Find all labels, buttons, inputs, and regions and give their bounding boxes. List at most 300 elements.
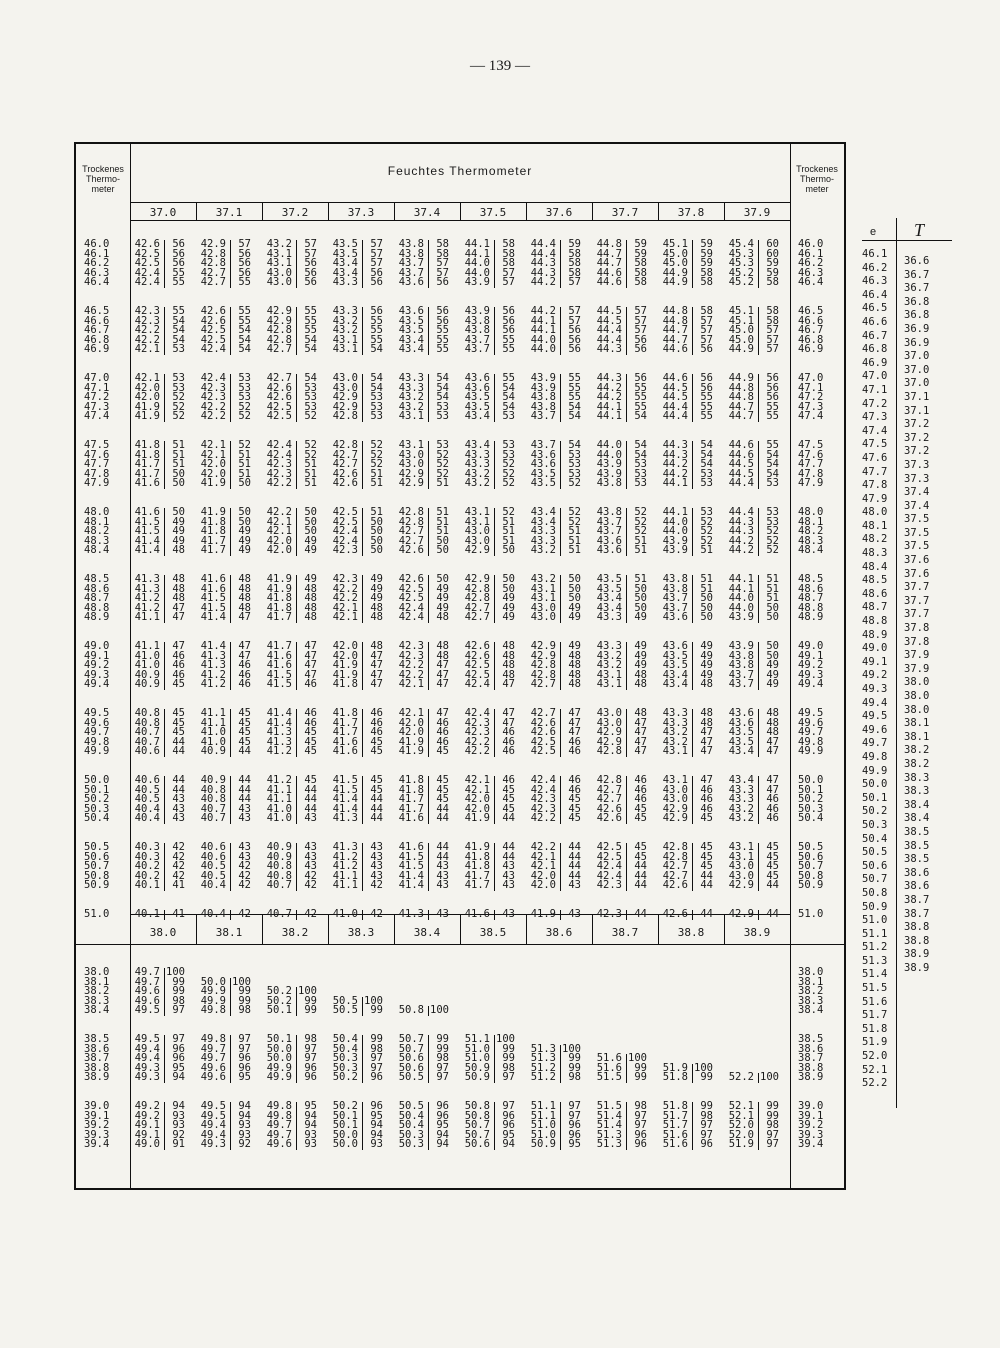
table-cell: 43.6 48 <box>728 716 779 729</box>
table-cell: 42.7 49 <box>464 601 515 614</box>
row-label-right: 47.0 47.1 47.2 47.3 47.4 <box>798 372 824 423</box>
table-cell: 44.9 57 <box>728 343 779 356</box>
side-table-head-T: T <box>914 220 925 240</box>
table-cell: 40.6 44 <box>134 745 185 758</box>
table-cell: 41.6 48 <box>200 573 251 585</box>
table-cell: 41.9 52 <box>134 400 185 413</box>
table-cell: 43.0 51 <box>464 534 515 547</box>
table-cell: 42.4 53 <box>200 372 251 384</box>
table-cell: 40.3 42 <box>134 850 185 863</box>
table-cell: 42.8 50 <box>464 582 515 595</box>
table-cell: 50.8 100 <box>398 1004 449 1017</box>
table-cell: 49.8 94 <box>266 1109 317 1122</box>
table-cell: 51.1 97 <box>530 1100 581 1112</box>
table-cell: 40.4 43 <box>134 802 185 815</box>
column-header: 37.1 <box>215 206 243 219</box>
table-cell: 42.9 57 <box>200 238 251 250</box>
table-cell: 49.8 95 <box>266 1100 317 1112</box>
side-table-head-e: e <box>870 226 877 238</box>
table-cell: 42.6 51 <box>332 467 383 480</box>
table-cell: 43.0 47 <box>596 716 647 729</box>
table-cell: 44.5 54 <box>728 458 779 471</box>
table-cell: 42.3 45 <box>530 793 581 806</box>
table-cell: 40.9 43 <box>266 841 317 853</box>
table-cell: 50.9 97 <box>464 1071 515 1084</box>
table-cell: 43.7 50 <box>662 601 713 614</box>
table-cell: 41.1 45 <box>200 716 251 729</box>
table-cell: 44.1 57 <box>530 314 581 327</box>
table-cell: 42.0 51 <box>200 458 251 471</box>
table-cell: 44.3 54 <box>662 448 713 461</box>
table-cell: 42.8 54 <box>266 333 317 346</box>
table-cell: 43.8 54 <box>530 400 581 413</box>
table-cell: 42.1 50 <box>266 525 317 538</box>
table-cell: 41.2 45 <box>266 745 317 758</box>
table-cell: 45.0 59 <box>662 257 713 270</box>
table-cell: 44.4 59 <box>530 238 581 250</box>
table-cell: 41.6 45 <box>332 745 383 758</box>
table-cell: 43.6 56 <box>398 276 449 289</box>
table-cell: 43.1 55 <box>332 333 383 346</box>
table-cell: 43.8 49 <box>728 659 779 672</box>
table-cell: 43.0 49 <box>530 601 581 614</box>
table-cell: 41.7 43 <box>464 879 515 892</box>
table-cell: 43.9 53 <box>596 458 647 471</box>
side-table-divider <box>896 218 897 1108</box>
table-cell: 42.0 48 <box>332 640 383 652</box>
table-cell: 43.1 50 <box>530 582 581 595</box>
table-cell: 44.0 51 <box>728 592 779 605</box>
table-cell: 49.7 100 <box>134 966 185 978</box>
table-cell: 43.1 52 <box>464 506 515 518</box>
table-cell: 42.1 50 <box>266 515 317 528</box>
row-label-right: 50.0 50.1 50.2 50.3 50.4 <box>798 774 824 825</box>
table-cell: 51.0 99 <box>464 1052 515 1065</box>
table-cell: 45.0 57 <box>728 333 779 346</box>
table-cell: 43.3 48 <box>662 716 713 729</box>
table-cell: 43.7 49 <box>728 678 779 691</box>
table-cell: 40.8 43 <box>266 860 317 873</box>
table-cell: 44.5 57 <box>596 305 647 317</box>
table-cell: 50.0 93 <box>332 1138 383 1151</box>
table-cell: 42.0 45 <box>464 793 515 806</box>
table-cell: 40.4 42 <box>200 879 251 892</box>
table-cell: 50.5 96 <box>398 1100 449 1112</box>
table-cell: 42.2 46 <box>464 735 515 748</box>
table-cell: 42.4 55 <box>134 266 185 279</box>
table-cell: 43.0 56 <box>266 266 317 279</box>
table-cell: 49.4 96 <box>134 1042 185 1055</box>
table-cell: 43.5 49 <box>662 649 713 662</box>
column-header: 37.5 <box>479 206 507 219</box>
table-cell: 43.1 45 <box>728 841 779 853</box>
table-cell: 51.0 96 <box>530 1128 581 1141</box>
table-cell: 43.2 57 <box>266 238 317 250</box>
table-cell: 42.3 46 <box>464 726 515 739</box>
table-cell: 43.2 49 <box>596 659 647 672</box>
row-label-right: 38.5 38.6 38.7 38.8 38.9 <box>798 1033 824 1084</box>
table-cell: 43.0 56 <box>266 276 317 289</box>
table-cell: 40.5 44 <box>134 783 185 796</box>
table-cell: 42.2 51 <box>266 477 317 490</box>
table-cell: 42.6 47 <box>530 716 581 729</box>
table-cell: 41.8 43 <box>464 860 515 873</box>
table-cell: 40.8 44 <box>200 783 251 796</box>
table-cell: 44.1 51 <box>728 573 779 585</box>
table-cell: 41.1 45 <box>200 707 251 719</box>
row-label-left: 38.0 38.1 38.2 38.3 38.4 <box>84 966 110 1017</box>
table-cell: 43.1 51 <box>464 515 515 528</box>
table-cell: 43.8 55 <box>530 391 581 404</box>
row-label-right: 50.5 50.6 50.7 50.8 50.9 <box>798 841 824 892</box>
table-cell: 42.9 48 <box>530 649 581 662</box>
table-cell: 43.5 47 <box>728 735 779 748</box>
table-cell: 43.3 51 <box>530 534 581 547</box>
row-label-right: 46.0 46.1 46.2 46.3 46.4 <box>798 238 824 289</box>
table-cell: 44.2 52 <box>728 534 779 547</box>
table-cell: 43.8 56 <box>464 314 515 327</box>
table-cell: 42.0 46 <box>398 726 449 739</box>
table-cell: 40.2 42 <box>134 869 185 882</box>
table-cell: 42.5 48 <box>464 668 515 681</box>
divider-right <box>790 144 791 1188</box>
table-cell: 49.4 93 <box>200 1119 251 1132</box>
table-cell: 43.5 49 <box>662 659 713 672</box>
table-cell: 42.8 45 <box>662 841 713 853</box>
table-cell: 42.5 46 <box>530 735 581 748</box>
table-cell: 50.4 98 <box>332 1042 383 1055</box>
table-cell: 43.9 55 <box>530 372 581 384</box>
table-cell: 51.8 99 <box>662 1071 713 1084</box>
table-cell: 42.7 54 <box>266 343 317 356</box>
table-cell: 43.7 55 <box>464 343 515 356</box>
table-cell: 41.2 46 <box>200 668 251 681</box>
table-cell: 42.3 54 <box>134 314 185 327</box>
table-cell: 40.8 42 <box>266 869 317 882</box>
table-cell: 42.4 52 <box>266 439 317 451</box>
table-cell: 42.9 51 <box>398 477 449 490</box>
table-cell: 43.1 57 <box>266 247 317 260</box>
table-cell: 44.6 54 <box>728 448 779 461</box>
table-cell: 42.7 50 <box>398 534 449 547</box>
table-cell: 41.7 49 <box>200 544 251 557</box>
table-cell: 40.5 43 <box>134 793 185 806</box>
table-cell: 42.3 53 <box>200 391 251 404</box>
table-cell: 49.9 96 <box>266 1071 317 1084</box>
table-cell: 43.0 52 <box>398 458 449 471</box>
table-cell: 44.4 53 <box>728 477 779 490</box>
table-cell: 42.7 46 <box>596 793 647 806</box>
table-cell: 49.2 94 <box>134 1100 185 1112</box>
table-cell: 43.6 49 <box>662 640 713 652</box>
table-cell: 42.8 56 <box>200 247 251 260</box>
header-dry-thermometer-left: Trockenes Thermo- meter <box>82 164 124 194</box>
table-cell: 40.8 44 <box>200 793 251 806</box>
table-cell: 49.0 91 <box>134 1138 185 1151</box>
table-cell: 51.1 97 <box>530 1109 581 1122</box>
table-cell: 43.5 57 <box>332 238 383 250</box>
table-cell: 41.5 44 <box>398 850 449 863</box>
table-cell: 41.6 43 <box>464 908 515 920</box>
table-cell: 43.3 52 <box>464 458 515 471</box>
table-cell: 41.4 44 <box>332 793 383 806</box>
table-cell: 42.9 47 <box>596 735 647 748</box>
table-cell: 50.5 97 <box>398 1071 449 1084</box>
table-cell: 42.7 54 <box>266 372 317 384</box>
table-cell: 41.7 46 <box>332 726 383 739</box>
table-cell: 50.1 99 <box>266 1004 317 1017</box>
table-cell: 43.3 56 <box>332 276 383 289</box>
table-cell: 44.3 54 <box>662 439 713 451</box>
table-cell: 43.8 52 <box>596 506 647 518</box>
table-cell: 40.6 43 <box>200 850 251 863</box>
table-cell: 43.4 48 <box>662 678 713 691</box>
table-cell: 43.1 54 <box>332 343 383 356</box>
table-cell: 40.9 43 <box>266 850 317 863</box>
table-cell: 42.7 55 <box>200 276 251 289</box>
table-cell: 43.4 50 <box>596 601 647 614</box>
table-cell: 44.7 55 <box>728 410 779 423</box>
table-cell: 49.5 94 <box>200 1109 251 1122</box>
table-cell: 44.0 56 <box>530 333 581 346</box>
row-label-right: 49.5 49.6 49.7 49.8 49.9 <box>798 707 824 758</box>
table-cell: 44.0 54 <box>596 439 647 451</box>
table-cell: 41.5 43 <box>398 860 449 873</box>
table-cell: 51.6 99 <box>596 1061 647 1074</box>
table-cell: 40.7 42 <box>266 908 317 920</box>
table-cell: 43.1 53 <box>398 410 449 423</box>
table-cell: 42.1 53 <box>134 343 185 356</box>
table-cell: 44.5 55 <box>662 391 713 404</box>
table-cell: 43.8 56 <box>464 324 515 337</box>
table-cell: 51.2 98 <box>530 1071 581 1084</box>
table-cell: 49.1 92 <box>134 1128 185 1141</box>
table-cell: 42.6 50 <box>398 544 449 557</box>
table-cell: 43.4 52 <box>530 506 581 518</box>
table-cell: 49.3 95 <box>134 1061 185 1074</box>
side-table-header <box>862 218 952 241</box>
table-cell: 42.9 47 <box>596 726 647 739</box>
table-cell: 43.2 55 <box>332 324 383 337</box>
table-cell: 42.6 44 <box>662 879 713 892</box>
table-cell: 42.2 52 <box>200 410 251 423</box>
table-cell: 43.7 54 <box>530 439 581 451</box>
table-cell: 44.6 56 <box>662 372 713 384</box>
table-cell: 44.2 52 <box>728 544 779 557</box>
table-cell: 43.1 56 <box>266 257 317 270</box>
table-cell: 43.1 50 <box>530 592 581 605</box>
table-cell: 50.2 100 <box>266 985 317 998</box>
table-cell: 41.0 45 <box>200 735 251 748</box>
table-cell: 49.8 98 <box>200 1004 251 1017</box>
table-cell: 44.2 57 <box>530 305 581 317</box>
table-cell: 45.0 57 <box>728 324 779 337</box>
table-cell: 42.8 51 <box>398 506 449 518</box>
table-cell: 44.9 58 <box>662 266 713 279</box>
table-cell: 40.8 45 <box>134 707 185 719</box>
table-cell: 42.9 44 <box>728 879 779 892</box>
table-cell: 42.8 48 <box>530 668 581 681</box>
table-cell: 44.4 58 <box>530 247 581 260</box>
table-cell: 45.2 58 <box>728 276 779 289</box>
table-cell: 40.9 45 <box>134 678 185 691</box>
table-cell: 42.2 52 <box>200 400 251 413</box>
table-cell: 41.8 51 <box>134 448 185 461</box>
table-cell: 44.8 57 <box>662 314 713 327</box>
table-cell: 40.4 42 <box>200 908 251 920</box>
table-cell: 43.1 53 <box>398 439 449 451</box>
table-cell: 43.5 55 <box>398 324 449 337</box>
table-cell: 42.4 46 <box>530 774 581 786</box>
table-cell: 50.9 98 <box>464 1061 515 1074</box>
table-cell: 42.6 55 <box>200 314 251 327</box>
table-cell: 42.3 44 <box>596 879 647 892</box>
table-cell: 49.3 92 <box>200 1138 251 1151</box>
table-cell: 41.5 48 <box>200 592 251 605</box>
table-cell: 43.8 51 <box>662 582 713 595</box>
table-cell: 42.3 48 <box>398 640 449 652</box>
table-cell: 43.9 57 <box>464 276 515 289</box>
table-cell: 42.5 52 <box>266 410 317 423</box>
table-cell: 45.3 59 <box>728 257 779 270</box>
table-cell: 42.1 47 <box>398 707 449 719</box>
table-cell: 40.5 42 <box>200 869 251 882</box>
row-label-left: 51.0 <box>84 908 110 920</box>
table-cell: 43.1 45 <box>728 850 779 863</box>
table-cell: 41.3 43 <box>332 841 383 853</box>
table-cell: 49.6 98 <box>134 994 185 1007</box>
table-cell: 42.6 47 <box>530 726 581 739</box>
table-cell: 51.6 96 <box>662 1138 713 1151</box>
table-cell: 42.1 53 <box>134 372 185 384</box>
table-cell: 43.6 54 <box>464 381 515 394</box>
table-cell: 42.6 53 <box>266 381 317 394</box>
table-cell: 50.1 95 <box>332 1109 383 1122</box>
table-cell: 42.3 51 <box>266 458 317 471</box>
table-cell: 40.9 44 <box>200 774 251 786</box>
table-cell: 42.9 49 <box>530 640 581 652</box>
table-cell: 42.1 51 <box>200 448 251 461</box>
table-cell: 41.4 46 <box>266 707 317 719</box>
table-cell: 41.5 48 <box>200 601 251 614</box>
column-header: 37.4 <box>413 206 441 219</box>
table-cell: 52.2 100 <box>728 1071 779 1084</box>
table-cell: 49.7 99 <box>134 975 185 988</box>
table-cell: 41.8 48 <box>266 592 317 605</box>
table-cell: 49.5 94 <box>200 1100 251 1112</box>
table-cell: 43.5 48 <box>728 726 779 739</box>
table-cell: 49.9 99 <box>200 994 251 1007</box>
table-cell: 49.6 99 <box>134 985 185 998</box>
table-cell: 41.7 48 <box>266 611 317 624</box>
table-cell: 42.6 44 <box>662 908 713 920</box>
table-cell: 43.7 52 <box>596 525 647 538</box>
table-cell: 51.5 98 <box>596 1100 647 1112</box>
table-cell: 51.4 97 <box>596 1109 647 1122</box>
table-cell: 41.6 47 <box>266 659 317 672</box>
table-cell: 44.8 56 <box>728 391 779 404</box>
table-cell: 41.6 45 <box>332 735 383 748</box>
table-cell: 43.3 49 <box>596 640 647 652</box>
table-cell: 43.8 53 <box>596 477 647 490</box>
table-cell: 42.0 53 <box>134 381 185 394</box>
table-cell: 41.7 51 <box>134 458 185 471</box>
table-cell: 50.0 100 <box>200 975 251 988</box>
table-cell: 42.1 46 <box>464 774 515 786</box>
table-cell: 43.2 52 <box>464 467 515 480</box>
table-cell: 43.6 55 <box>464 372 515 384</box>
table-cell: 42.5 56 <box>134 257 185 270</box>
table-cell: 40.3 42 <box>134 841 185 853</box>
column-header: 38.1 <box>215 926 243 939</box>
table-cell: 43.9 55 <box>530 381 581 394</box>
table-cell: 50.2 99 <box>266 994 317 1007</box>
table-cell: 41.4 48 <box>134 544 185 557</box>
row-label-right: 48.0 48.1 48.2 48.3 48.4 <box>798 506 824 557</box>
table-cell: 44.2 55 <box>596 381 647 394</box>
table-cell: 50.6 97 <box>398 1061 449 1074</box>
table-cell: 41.8 45 <box>398 783 449 796</box>
table-cell: 43.0 46 <box>662 783 713 796</box>
table-cell: 41.8 48 <box>266 601 317 614</box>
table-cell: 50.4 96 <box>398 1109 449 1122</box>
table-cell: 51.6 97 <box>662 1128 713 1141</box>
table-cell: 42.5 46 <box>530 745 581 758</box>
table-cell: 50.9 95 <box>530 1138 581 1151</box>
table-cell: 50.5 99 <box>332 1004 383 1017</box>
table-cell: 42.2 46 <box>464 745 515 758</box>
table-cell: 41.4 43 <box>398 869 449 882</box>
table-cell: 41.4 43 <box>398 879 449 892</box>
table-cell: 40.7 42 <box>266 879 317 892</box>
table-cell: 44.8 59 <box>596 238 647 250</box>
table-cell: 41.3 48 <box>134 582 185 595</box>
table-cell: 43.0 52 <box>398 448 449 461</box>
column-header: 38.8 <box>677 926 705 939</box>
table-cell: 43.3 47 <box>728 783 779 796</box>
table-cell: 41.8 49 <box>200 525 251 538</box>
table-cell: 42.3 53 <box>200 381 251 394</box>
table-cell: 43.7 49 <box>728 668 779 681</box>
table-cell: 41.7 43 <box>464 869 515 882</box>
table-cell: 42.7 48 <box>530 678 581 691</box>
table-cell: 42.1 45 <box>464 783 515 796</box>
table-cell: 44.7 57 <box>662 324 713 337</box>
table-cell: 49.7 94 <box>266 1119 317 1132</box>
table-cell: 42.1 48 <box>332 611 383 624</box>
table-cell: 43.2 46 <box>728 802 779 815</box>
table-cell: 50.7 95 <box>464 1128 515 1141</box>
table-cell: 43.9 53 <box>596 467 647 480</box>
table-cell: 40.1 41 <box>134 879 185 892</box>
column-header: 38.6 <box>545 926 573 939</box>
table-cell: 41.7 46 <box>332 716 383 729</box>
table-cell: 42.7 46 <box>596 783 647 796</box>
table-cell: 42.2 49 <box>332 582 383 595</box>
table-cell: 43.2 47 <box>662 726 713 739</box>
row-label-left: 47.0 47.1 47.2 47.3 47.4 <box>84 372 110 423</box>
table-cell: 45.3 60 <box>728 247 779 260</box>
table-cell: 40.9 46 <box>134 668 185 681</box>
table-cell: 44.6 58 <box>596 276 647 289</box>
table-cell: 40.7 43 <box>200 802 251 815</box>
table-cell: 42.6 51 <box>332 477 383 490</box>
column-header: 37.6 <box>545 206 573 219</box>
table-cell: 43.5 54 <box>464 391 515 404</box>
header-rule-2 <box>130 220 790 221</box>
column-header: 38.0 <box>149 926 177 939</box>
table-cell: 44.4 55 <box>662 400 713 413</box>
